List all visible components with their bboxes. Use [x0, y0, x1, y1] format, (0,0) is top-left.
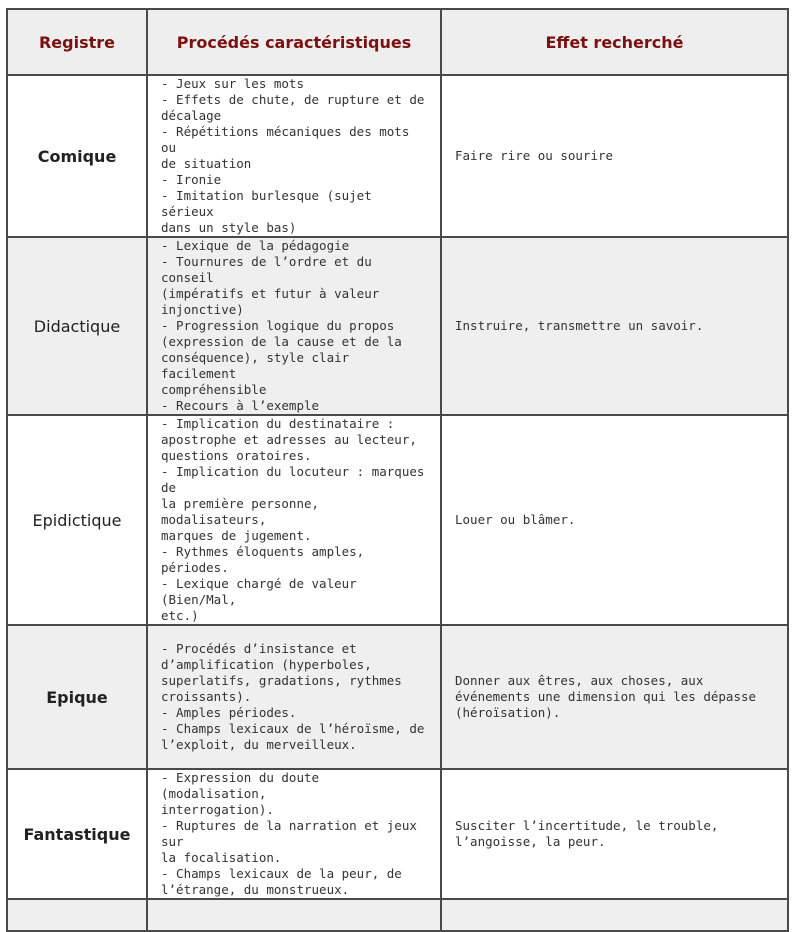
procede-line: - Répétitions mécaniques des mots ou — [161, 124, 410, 155]
procede-line: d’amplification (hyperboles, — [161, 657, 372, 672]
procede-line: - Implication du locuteur : marques de — [161, 464, 425, 495]
procede-line: décalage — [161, 108, 222, 123]
procedes-cell — [147, 625, 441, 769]
procedes-cell — [147, 237, 441, 415]
registre-cell: Comique — [7, 75, 147, 237]
registres-table — [6, 8, 789, 932]
procede-line: - Champs lexicaux de l’héroïsme, de — [161, 721, 425, 736]
procede-line: compréhensible — [161, 382, 267, 397]
registre-cell: Fantastique — [7, 769, 147, 899]
procede-line: - Jeux sur les mots — [161, 76, 304, 91]
table-row — [7, 625, 788, 769]
procede-line: conséquence), style clair facilement — [161, 350, 350, 381]
procede-line: dans un style bas) — [161, 220, 297, 235]
procede-line: marques de jugement. — [161, 528, 312, 543]
procede-line: l’exploit, du merveilleux. — [161, 737, 357, 752]
procede-line: - Recours à l’exemple — [161, 398, 320, 413]
header-effet: Effet recherché — [441, 9, 788, 75]
procede-line: - Amples périodes. — [161, 705, 297, 720]
procede-line: - Ironie — [161, 172, 222, 187]
procede-line: apostrophe et adresses au lecteur, — [161, 432, 417, 447]
procede-line: etc.) — [161, 608, 199, 623]
effet-cell: Susciter l’incertitude, le trouble, l’angoisse, la peur. — [441, 769, 788, 899]
procede-line: interrogation). — [161, 802, 274, 817]
procede-line: - Implication du destinataire : — [161, 416, 395, 431]
procedes-cell — [147, 769, 441, 899]
table-row — [7, 769, 788, 899]
procede-line: croissants). — [161, 689, 252, 704]
procede-line: - Ruptures de la narration et jeux sur — [161, 818, 417, 849]
procedes-cell — [147, 75, 441, 237]
empty-cell — [441, 899, 788, 931]
procede-line: l’étrange, du monstrueux. — [161, 882, 350, 897]
procede-line: - Progression logique du propos — [161, 318, 395, 333]
procede-line: la première personne, modalisateurs, — [161, 496, 320, 527]
empty-cell — [147, 899, 441, 931]
header-registre: Registre — [7, 9, 147, 75]
table-row — [7, 415, 788, 625]
procede-line: - Tournures de l’ordre et du conseil — [161, 254, 372, 285]
registre-cell: Epidictique — [7, 415, 147, 625]
procede-line: - Effets de chute, de rupture et de — [161, 92, 425, 107]
effet-cell: Instruire, transmettre un savoir. — [441, 237, 788, 415]
procede-line: - Lexique chargé de valeur (Bien/Mal, — [161, 576, 357, 607]
procede-line: de situation — [161, 156, 252, 171]
table-row — [7, 237, 788, 415]
procede-line: - Imitation burlesque (sujet sérieux — [161, 188, 372, 219]
procede-line: (impératifs et futur à valeur injonctive) — [161, 286, 380, 317]
empty-cell — [7, 899, 147, 931]
procede-line: - Procédés d’insistance et — [161, 641, 357, 656]
procede-line: - Champs lexicaux de la peur, de — [161, 866, 402, 881]
registres-table-container — [6, 8, 787, 932]
effet-cell: Louer ou blâmer. — [441, 415, 788, 625]
procede-line: - Rythmes éloquents amples, périodes. — [161, 544, 365, 575]
procede-line: questions oratoires. — [161, 448, 312, 463]
header-procedes: Procédés caractéristiques — [147, 9, 441, 75]
table-row-partial — [7, 899, 788, 931]
effet-cell: Donner aux êtres, aux choses, aux événements une dimension qui les dépasse (héroïsation). — [441, 625, 788, 769]
table-row — [7, 75, 788, 237]
registre-cell: Epique — [7, 625, 147, 769]
procede-line: - Expression du doute (modalisation, — [161, 770, 320, 801]
procede-line: - Lexique de la pédagogie — [161, 238, 350, 253]
procedes-cell — [147, 415, 441, 625]
procede-line: la focalisation. — [161, 850, 282, 865]
procede-line: superlatifs, gradations, rythmes — [161, 673, 402, 688]
table-header-row — [7, 9, 788, 75]
registre-cell: Didactique — [7, 237, 147, 415]
procede-line: (expression de la cause et de la — [161, 334, 402, 349]
effet-cell: Faire rire ou sourire — [441, 75, 788, 237]
